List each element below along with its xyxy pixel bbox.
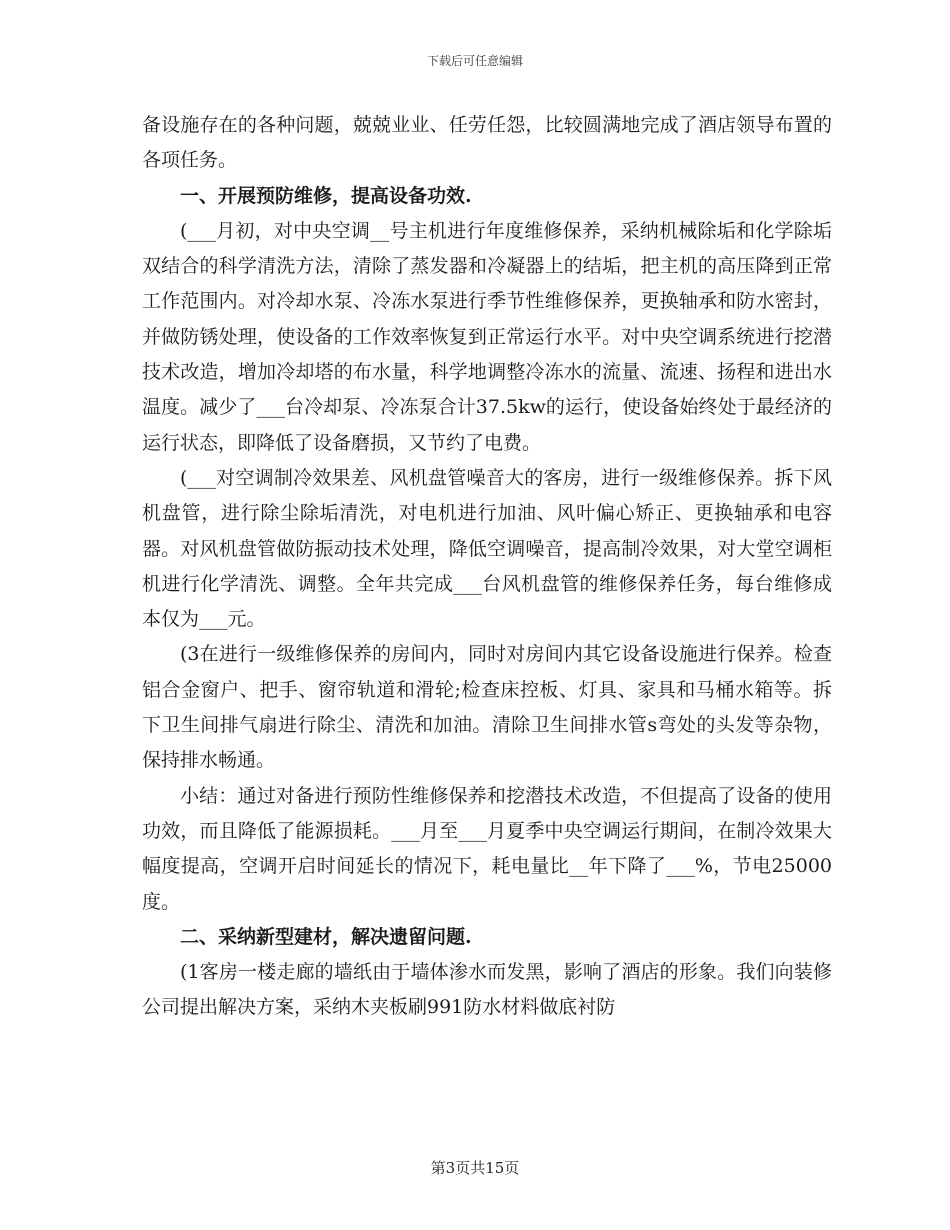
- page-header: 下载后可任意编辑: [426, 54, 523, 68]
- paragraph-item-2: (___对空调制冷效果差、风机盘管噪音大的客房，进行一级维修保养。拆下风机盘管，进行除尘除垢清洗，对电机进行加油、风叶偏心矫正、更换轴承和电容器。对风机盘管做防振动技术处理，降低空调噪音，提高制冷效果，对大堂空调柜机进行化学清洗、调整。全年共完成___台风机盘管的维修保养任务，每台维修成本仅为___元。: [142, 466, 832, 631]
- section-heading-2: 二、采纳新型建材，解决遗留问题.: [180, 925, 472, 948]
- document-body: [142, 108, 832, 1026]
- section-heading-1: 一、开展预防维修，提高设备功效.: [180, 184, 472, 207]
- paragraph-item-3: (3在进行一级维修保养的房间内，同时对房间内其它设备设施进行保养。检查铝合金窗户、把手、窗帘轨道和滑轮;检查床控板、灯具、家具和马桶水箱等。拆下卫生间排气扇进行除尘、清洗和加油。清除卫生间排水管s弯处的头发等杂物，保持排水畅通。: [142, 643, 832, 772]
- page-footer: 第3页共15页: [430, 1159, 520, 1177]
- paragraph-continuation: 备设施存在的各种问题，兢兢业业、任劳任怨，比较圆满地完成了酒店领导布置的各项任务。: [142, 114, 832, 172]
- paragraph-item-1: (___月初，对中央空调__号主机进行年度维修保养，采纳机械除垢和化学除垢双结合的科学清洗方法，清除了蒸发器和冷凝器上的结垢，把主机的高压降到正常工作范围内。对冷却水泵、冷冻水泵进行季节性维修保养，更换轴承和防水密封，并做防锈处理，使设备的工作效率恢复到正常运行水平。对中央空调系统进行挖潜技术改造，增加冷却塔的布水量，科学地调整冷冻水的流量、流速、扬程和进出水温度。减少了___台冷却泵、冷冻泵合计37.5kw的运行，使设备始终处于最经济的运行状态，即降低了设备磨损，又节约了电费。: [142, 219, 832, 454]
- paragraph-item-4: (1客房一楼走廊的墙纸由于墙体渗水而发黑，影响了酒店的形象。我们向装修公司提出解决方案，采纳木夹板刷991防水材料做底衬防: [142, 961, 832, 1019]
- paragraph-summary: 小结：通过对备进行预防性维修保养和挖潜技术改造，不但提高了设备的使用功效，而且降低了能源损耗。___月至___月夏季中央空调运行期间，在制冷效果大幅度提高，空调开启时间延长的情况下，耗电量比__年下降了___%，节电25000度。: [142, 784, 832, 913]
